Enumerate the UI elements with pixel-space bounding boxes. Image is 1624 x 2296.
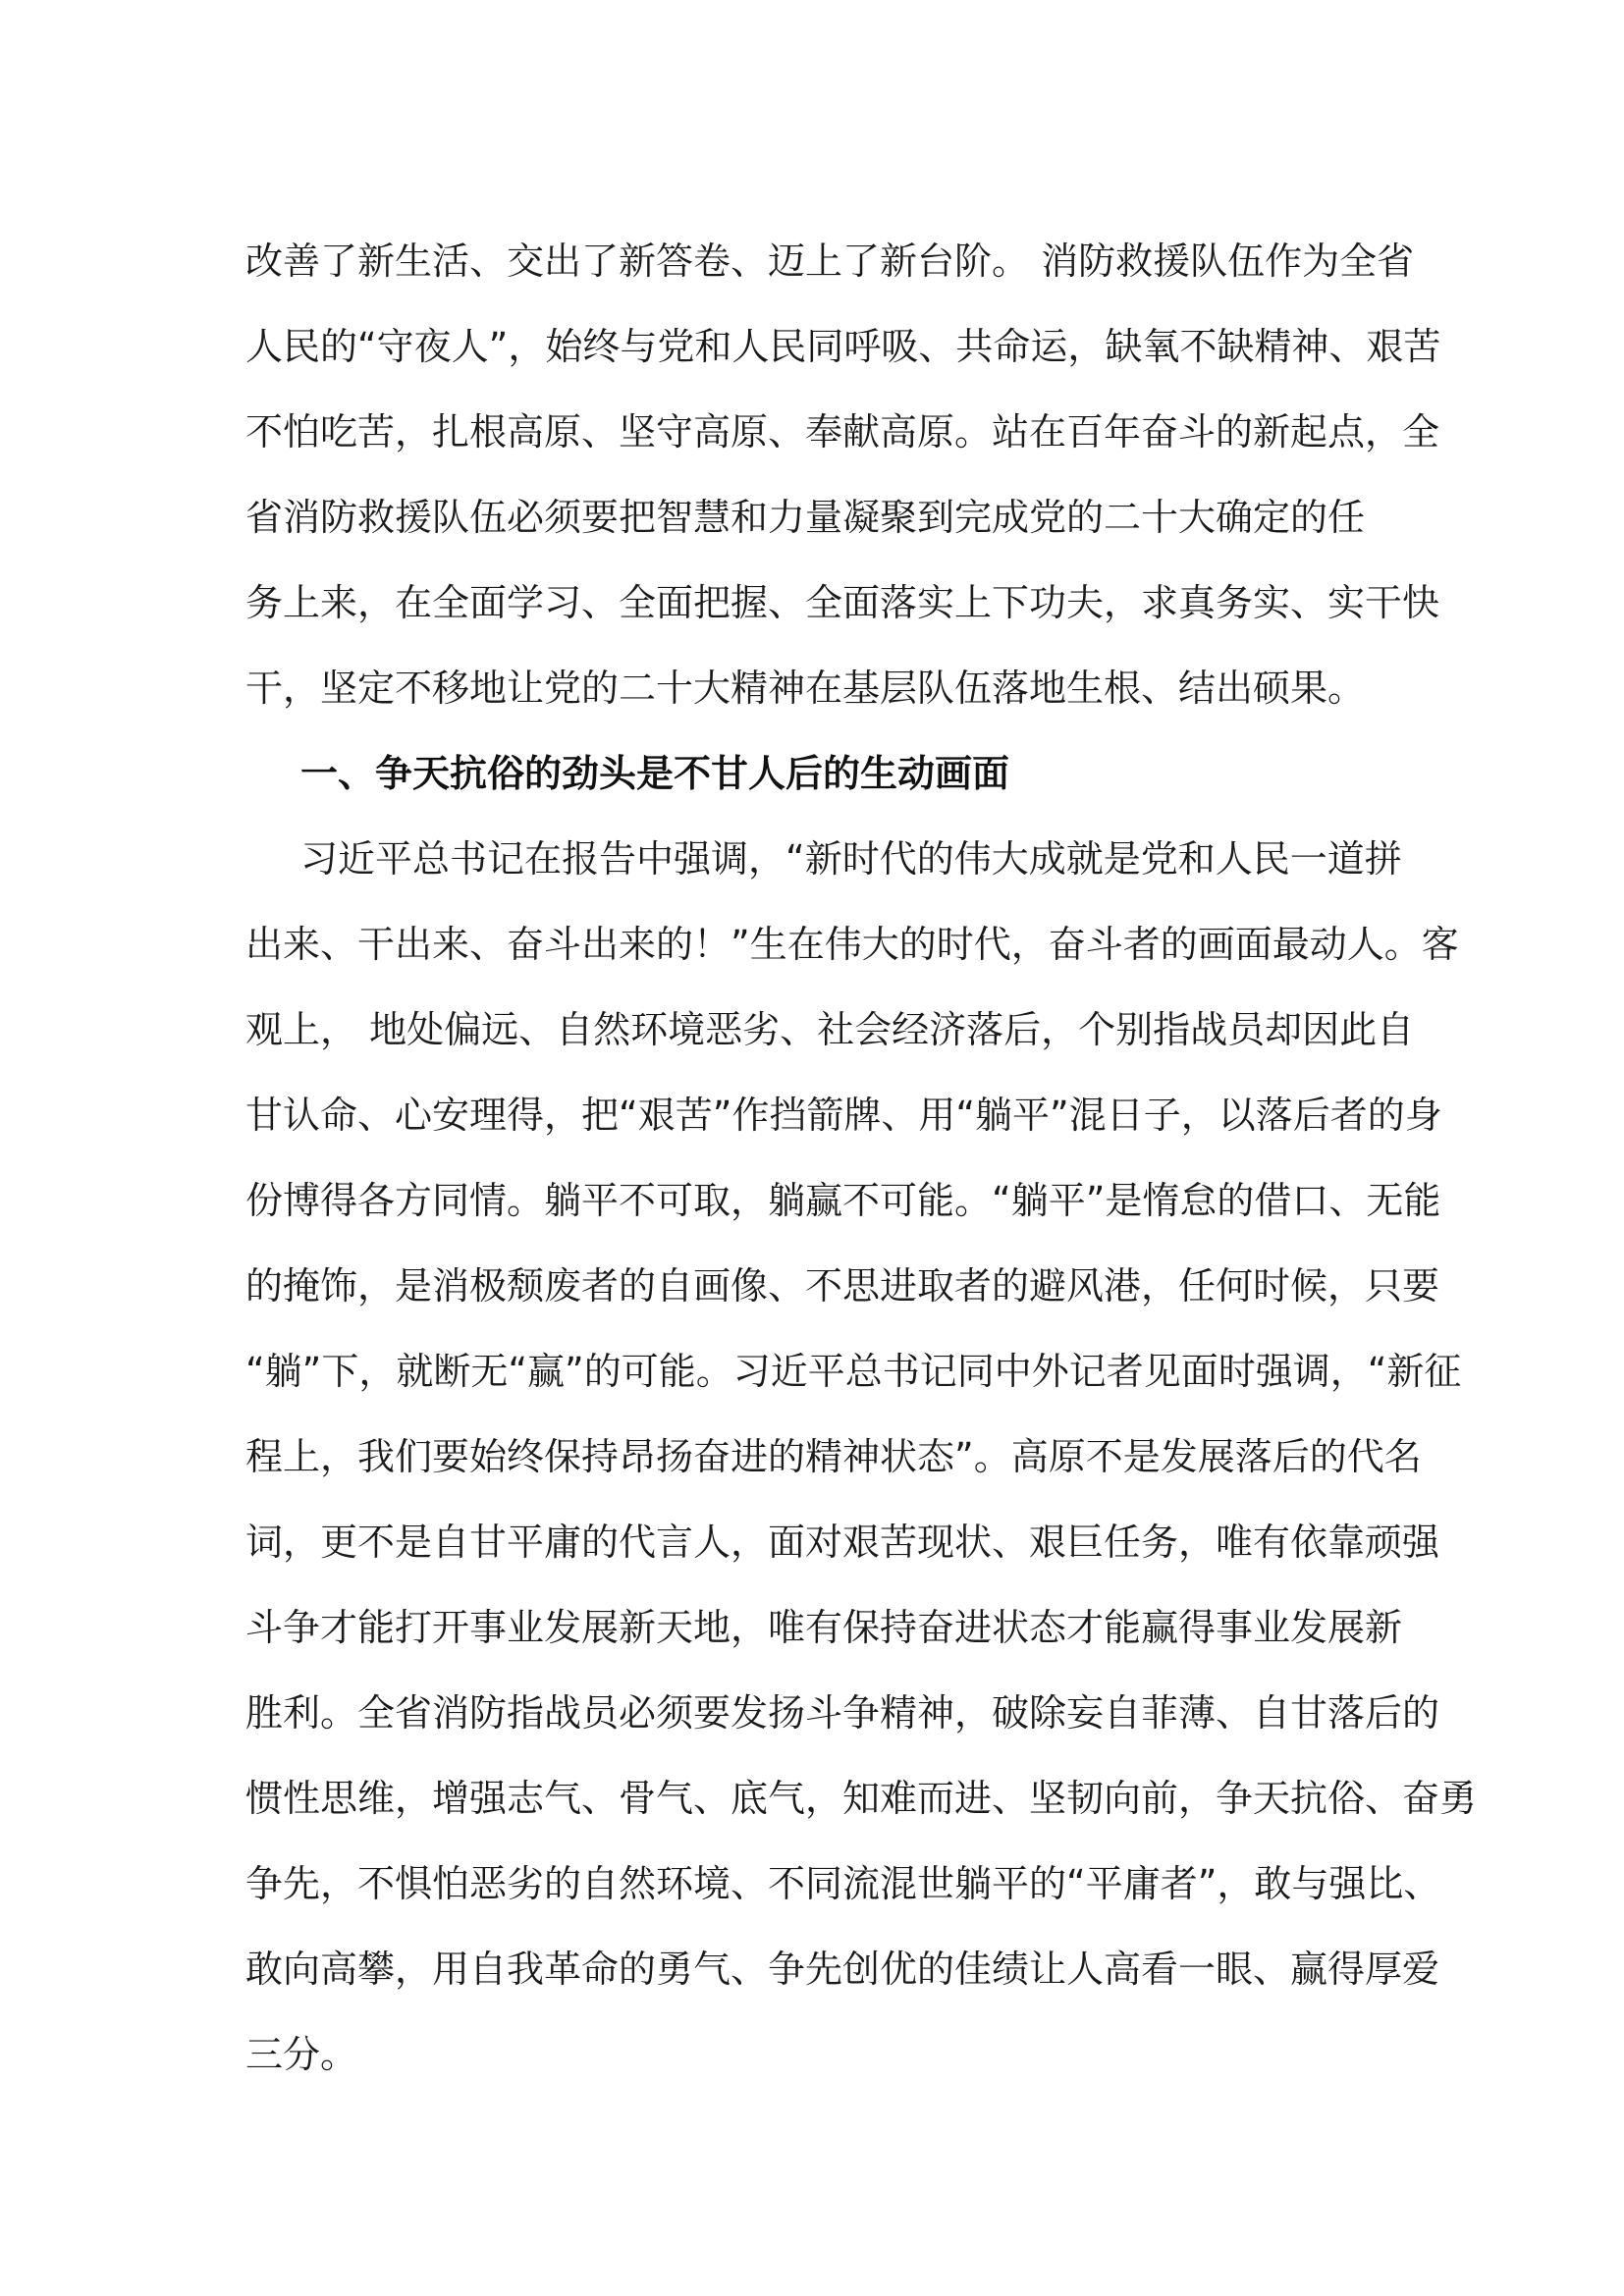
text-line: 敢向高攀，用自我革命的勇气、争先创优的佳绩让人高看一眼、赢得厚爱	[245, 1948, 1440, 1991]
text-line: 习近平总书记在报告中强调，“新时代的伟大成就是党和人民一道拼	[300, 837, 1402, 881]
text-line: 出来、干出来、奋斗出来的！”生在伟大的时代，奋斗者的画面最动人。客	[245, 923, 1459, 966]
text-line: 程上，我们要始终保持昂扬奋进的精神状态”。高原不是发展落后的代名	[245, 1435, 1422, 1478]
text-line: 务上来，在全面学习、全面把握、全面落实上下功夫，求真务实、实干快	[245, 581, 1440, 624]
text-line: 不怕吃苦，扎根高原、坚守高原、奉献高原。站在百年奋斗的新起点，全	[245, 410, 1440, 454]
text-line: 份博得各方同情。躺平不可取，躺赢不可能。“躺平”是惰怠的借口、无能	[245, 1179, 1441, 1222]
text-line: 人民的“守夜人”，始终与党和人民同呼吸、共命运，缺氧不缺精神、艰苦	[245, 325, 1441, 368]
text-line: 观上， 地处偏远、自然环境恶劣、社会经济落后，个别指战员却因此自	[245, 1008, 1415, 1051]
text-line: 三分。	[245, 2033, 358, 2076]
text-line: 甘认命、心安理得，把“艰苦”作挡箭牌、用“躺平”混日子，以落后者的身	[245, 1094, 1442, 1137]
text-line: 斗争才能打开事业发展新天地，唯有保持奋进状态才能赢得事业发展新	[245, 1606, 1403, 1649]
text-line: 干，坚定不移地让党的二十大精神在基层队伍落地生根、结出硕果。	[245, 667, 1366, 710]
text-line: 争先，不惧怕恶劣的自然环境、不同流混世躺平的“平庸者”，敢与强比、	[245, 1862, 1441, 1905]
text-line: “躺”下，就断无“赢”的可能。习近平总书记同中外记者见面时强调，“新征	[245, 1350, 1462, 1393]
text-line: 词，更不是自甘平庸的代言人，面对艰苦现状、艰巨任务，唯有依靠顽强	[245, 1521, 1440, 1564]
text-line: 惯性思维，增强志气、骨气、底气，知难而进、坚韧向前，争天抗俗、奋勇	[245, 1777, 1478, 1820]
text-line: 省消防救援队伍必须要把智慧和力量凝聚到完成党的二十大确定的任	[245, 496, 1366, 539]
text-line: 改善了新生活、交出了新答卷、迈上了新台阶。 消防救援队伍作为全省	[245, 240, 1415, 283]
text-line: 胜利。全省消防指战员必须要发扬斗争精神，破除妄自菲薄、自甘落后的	[245, 1691, 1440, 1735]
section-heading: 一、争天抗俗的劲头是不甘人后的生动画面	[300, 752, 1010, 795]
text-line: 的掩饰，是消极颓废者的自画像、不思进取者的避风港，任何时候，只要	[245, 1264, 1440, 1308]
